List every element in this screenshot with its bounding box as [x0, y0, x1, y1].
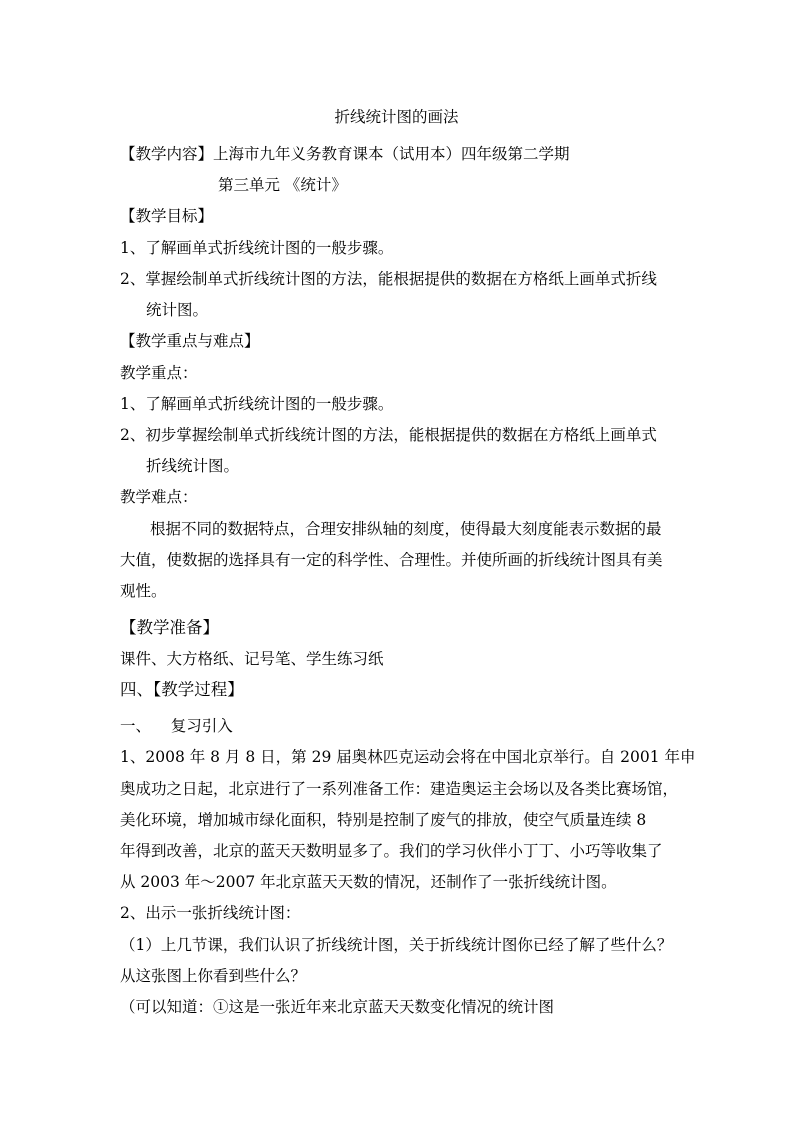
difficulty-line-3: 观性。 — [120, 582, 167, 600]
key-heading: 【教学重点与难点】 — [120, 332, 260, 350]
prep-heading: 【教学准备】 — [120, 618, 219, 637]
paragraph-1-line-3: 美化环境，增加城市绿化面积，特别是控制了废气的排放，使空气质量连续 8 — [120, 811, 647, 829]
content-line — [120, 143, 680, 165]
difficulty-line-2: 大值，使数据的选择具有一定的科学性、合理性。并使所画的折线统计图具有美 — [120, 551, 663, 569]
objective-1: 1、了解画单式折线统计图的一般步骤。 — [120, 239, 394, 257]
process-heading: 四、【教学过程】 — [120, 680, 244, 699]
paragraph-1-line-5: 从 2003 年～2007 年北京蓝天天数的情况，还制作了一张折线统计图。 — [120, 873, 617, 891]
unit-line: 第三单元 《统计》 — [218, 176, 347, 194]
objective-2-line-2: 统计图。 — [146, 301, 209, 319]
key-1: 1、了解画单式折线统计图的一般步骤。 — [120, 395, 394, 413]
difficulty-line-1: 根据不同的数据特点，合理安排纵轴的刻度，使得最大刻度能表示数据的最 — [150, 520, 662, 538]
review-heading: 一、 复习引入 — [120, 717, 233, 735]
key-2-line-2: 折线统计图。 — [146, 457, 240, 475]
content-text: 上海市九年义务教育课本（试用本）四年级第二学期 — [213, 145, 570, 163]
key-2-line-1: 2、初步掌握绘制单式折线统计图的方法，能根据提供的数据在方格纸上画单式 — [120, 426, 657, 444]
objective-2-line-1: 2、掌握绘制单式折线统计图的方法，能根据提供的数据在方格纸上画单式折线 — [120, 270, 657, 288]
paragraph-1-line-4: 年得到改善，北京的蓝天天数明显多了。我们的学习伙伴小丁丁、小巧等收集了 — [120, 842, 663, 860]
difficulty-label: 教学难点： — [120, 488, 198, 506]
paragraph-1-line-2: 奥成功之日起，北京进行了一系列准备工作：建造奥运主会场以及各类比赛场馆， — [120, 780, 679, 798]
paragraph-3-line-1: （1）上几节课，我们认识了折线统计图，关于折线统计图你已经了解了些什么？ — [120, 936, 673, 954]
content-label: 【教学内容】 — [120, 145, 214, 163]
page-title: 折线统计图的画法 — [334, 108, 459, 126]
objectives-heading: 【教学目标】 — [120, 207, 214, 225]
paragraph-1-line-1: 1、2008 年 8 月 8 日，第 29 届奥林匹克运动会将在中国北京举行。自 2001 年申 — [120, 748, 696, 766]
key-label: 教学重点： — [120, 364, 198, 382]
prep-text: 课件、大方格纸、记号笔、学生练习纸 — [120, 650, 384, 668]
paragraph-4: （可以知道：①这是一张近年来北京蓝天天数变化情况的统计图 — [120, 998, 555, 1016]
paragraph-2: 2、出示一张折线统计图： — [120, 904, 301, 922]
paragraph-3-line-2: 从这张图上你看到些什么？ — [120, 967, 307, 985]
